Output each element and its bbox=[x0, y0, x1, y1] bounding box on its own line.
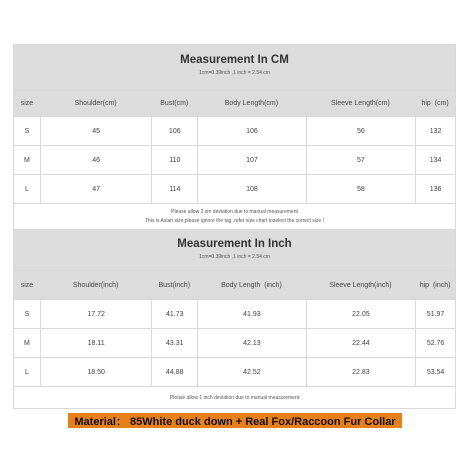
table-row bbox=[14, 357, 455, 386]
sleeve-length-cell: 58 bbox=[306, 175, 416, 203]
inch-header-row bbox=[14, 270, 455, 299]
size-cell: M bbox=[24, 156, 30, 164]
bust-cell: 114 bbox=[151, 175, 197, 203]
inch-size-table bbox=[13, 229, 456, 409]
sleeve-length-cell: 22.83 bbox=[306, 358, 416, 386]
inch-header-sleeve-length: Sleeve Length(inch) bbox=[329, 281, 392, 289]
cm-deviation-note: Please allow 2 cm deviation due to manual measurement bbox=[171, 209, 298, 215]
size-cell: L bbox=[24, 185, 29, 193]
sleeve-length-cell: 57 bbox=[306, 146, 416, 174]
size-cell: M bbox=[24, 339, 30, 347]
body-length-cell: 41.93 bbox=[197, 300, 306, 328]
asian-size-note: This is Asian size,please ignore the tag ,refer size chart toselect the correct size ! bbox=[145, 218, 324, 224]
body-length-cell: 107 bbox=[197, 146, 306, 174]
cm-header-size: size bbox=[20, 100, 34, 107]
bust-cell: 43.31 bbox=[151, 329, 197, 357]
body-length-cell: 108 bbox=[197, 175, 306, 203]
cm-table-subtitle: 1cm=0.39inch ,1 inch = 2.54 cm bbox=[199, 70, 270, 76]
hip-cell: 134 bbox=[415, 146, 455, 174]
size-cell: S bbox=[24, 310, 30, 318]
cm-header-sleeve-length: Sleeve Length(cm) bbox=[331, 100, 390, 107]
bust-cell: 41.73 bbox=[151, 300, 197, 328]
inch-table-title: Measurement In Inch bbox=[177, 238, 292, 250]
hip-cell: 51.97 bbox=[415, 300, 455, 328]
inch-header-hip: hip (inch) bbox=[419, 281, 451, 289]
hip-cell: 132 bbox=[415, 117, 455, 145]
shoulder-cell: 17.72 bbox=[40, 300, 152, 328]
inch-table-subtitle: 1cm=0.39inch ,1 inch = 2.54 cm bbox=[199, 254, 270, 260]
table-row bbox=[14, 328, 455, 357]
bust-cell: 110 bbox=[151, 146, 197, 174]
size-cell: S bbox=[24, 127, 30, 135]
sleeve-length-cell: 22.44 bbox=[306, 329, 416, 357]
inch-header-shoulder: Shoulder(inch) bbox=[72, 281, 119, 289]
sleeve-length-cell: 56 bbox=[306, 117, 416, 145]
bust-cell: 44.88 bbox=[151, 358, 197, 386]
shoulder-cell: 18.50 bbox=[40, 358, 152, 386]
cm-size-table bbox=[13, 44, 456, 230]
shoulder-cell: 45 bbox=[40, 117, 152, 145]
sleeve-length-cell: 22.05 bbox=[306, 300, 416, 328]
shoulder-cell: 18.11 bbox=[40, 329, 152, 357]
bust-cell: 106 bbox=[151, 117, 197, 145]
shoulder-cell: 46 bbox=[40, 146, 152, 174]
inch-notes bbox=[14, 386, 455, 408]
hip-cell: 53.54 bbox=[415, 358, 455, 386]
cm-header-shoulder: Shoulder(cm) bbox=[74, 100, 117, 107]
cm-header-bust: Bust(cm) bbox=[160, 100, 189, 107]
shoulder-cell: 47 bbox=[40, 175, 152, 203]
body-length-cell: 42.52 bbox=[197, 358, 306, 386]
table-row bbox=[14, 174, 455, 203]
table-row bbox=[14, 145, 455, 174]
size-cell: L bbox=[24, 368, 29, 376]
inch-deviation-note: Please allow 1 inch deviation due to manual measurement bbox=[169, 395, 300, 401]
cm-table-title: Measurement In CM bbox=[180, 54, 289, 66]
cm-header-body-length: Body Length(cm) bbox=[224, 100, 279, 107]
body-length-cell: 42.13 bbox=[197, 329, 306, 357]
inch-title-area bbox=[14, 230, 455, 270]
material-banner: Material： 85White duck down + Real Fox/Raccoon Fur Collar bbox=[68, 413, 402, 428]
cm-notes bbox=[14, 203, 455, 229]
inch-header-bust: Bust(inch) bbox=[158, 281, 191, 289]
hip-cell: 52.76 bbox=[415, 329, 455, 357]
body-length-cell: 106 bbox=[197, 117, 306, 145]
table-row bbox=[14, 299, 455, 328]
cm-header-hip: hip (cm) bbox=[421, 100, 449, 107]
cm-title-area bbox=[14, 45, 455, 90]
inch-header-size: size bbox=[20, 281, 34, 289]
hip-cell: 136 bbox=[415, 175, 455, 203]
inch-header-body-length: Body Length (inch) bbox=[221, 281, 282, 289]
table-row bbox=[14, 116, 455, 145]
cm-header-row bbox=[14, 90, 455, 116]
